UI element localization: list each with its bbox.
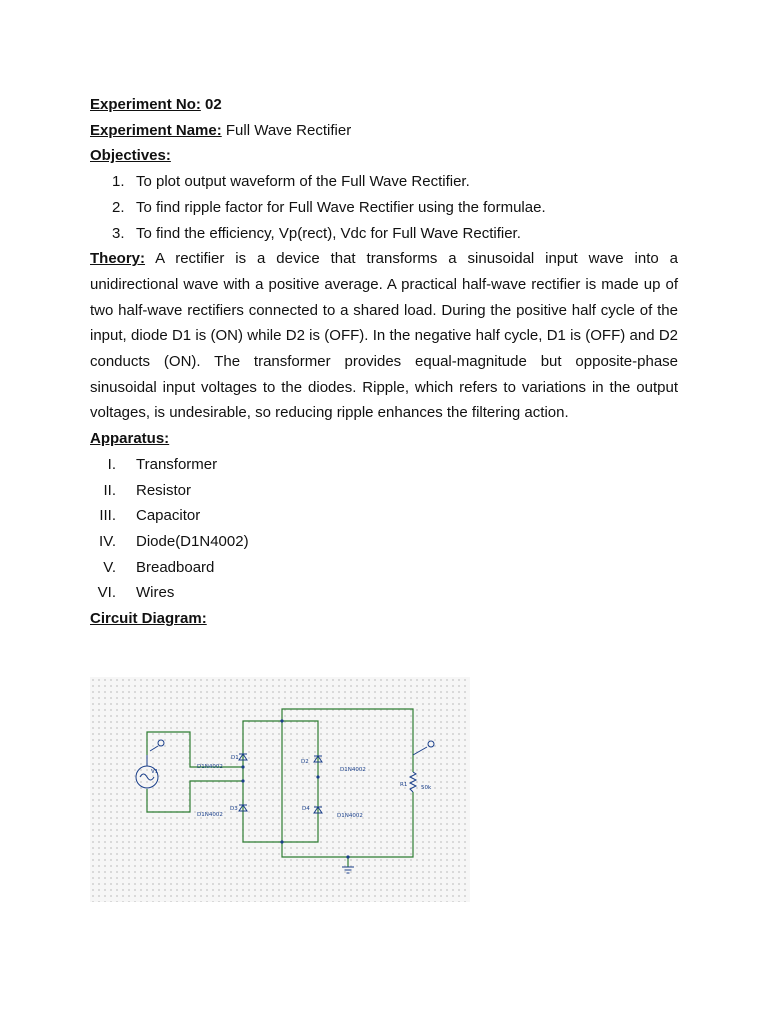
objectives-heading: Objectives:	[90, 147, 171, 165]
source-probe-icon	[158, 740, 164, 746]
list-item	[90, 503, 678, 529]
node-dot	[280, 719, 283, 722]
circuit-diagram	[90, 677, 470, 902]
experiment-no-line	[90, 92, 678, 118]
diode-d3-label: D3	[230, 806, 238, 812]
apparatus-heading: Apparatus:	[90, 430, 170, 448]
circuit-heading: Circuit Diagram:	[90, 610, 207, 628]
diode-d1-part: D1N4002	[197, 764, 223, 770]
apparatus-list	[90, 452, 678, 606]
resistor-icon	[410, 772, 416, 792]
list-text: Resistor	[136, 481, 192, 499]
list-text: Wires	[136, 584, 175, 602]
node-dot	[241, 765, 244, 768]
ground-icon	[342, 867, 354, 873]
diode-d3-part: D1N4002	[197, 812, 223, 818]
list-text: To plot output waveform of the Full Wave Rectifier.	[136, 173, 470, 191]
experiment-no-label: Experiment No:	[90, 96, 201, 113]
source-top-wire	[147, 732, 243, 767]
list-text: Breadboard	[136, 558, 215, 576]
list-number: V.	[103, 558, 116, 576]
list-number: I.	[107, 455, 116, 473]
list-item	[90, 169, 678, 195]
objectives-list	[90, 169, 678, 246]
node-dot	[316, 775, 319, 778]
resistor-label: R1	[400, 782, 408, 788]
diode-d4-label: D4	[302, 806, 310, 812]
list-number: 3.	[112, 224, 125, 242]
theory-paragraph	[90, 246, 678, 426]
output-probe-icon	[428, 741, 434, 747]
diode-d2-part: D1N4002	[340, 767, 366, 773]
node-dot	[346, 855, 349, 858]
list-item	[90, 221, 678, 247]
diode-d1-label: D1	[231, 755, 239, 761]
theory-heading: Theory:	[90, 250, 146, 268]
output-probe-stem	[413, 747, 427, 755]
list-item	[90, 580, 678, 606]
source-bottom-wire	[147, 781, 243, 812]
list-text: Transformer	[136, 455, 218, 473]
diode-d2-label: D2	[301, 759, 309, 765]
list-item	[90, 529, 678, 555]
resistor-value: 50k	[421, 785, 432, 791]
theory-text: A rectifier is a device that transforms a sinusoidal input wave into a unidirectional wave with a positive average. A practical half-wave rectifier is made up of two half-wave rectifiers connected to a shared load. During the positive half cycle of the input, diode D1 is (ON) while D2 is (OFF). In the negative half cycle, D1 is (OFF) and D2 conducts (ON). The transformer provides equal-magnitude but opposite-phase sinusoidal input voltages to the diodes. Ripple, which refers to variations in the output voltages, is undesirable, so reducing ripple enhances the filtering action.	[90, 250, 678, 422]
list-item	[90, 478, 678, 504]
list-item	[90, 195, 678, 221]
experiment-name-value: Full Wave Rectifier	[225, 121, 352, 139]
list-number: IV.	[99, 532, 116, 550]
experiment-name-line	[90, 118, 678, 144]
experiment-name-label: Experiment Name:	[90, 121, 222, 139]
list-number: 2.	[112, 198, 125, 216]
output-bottom-wire	[282, 792, 413, 857]
list-text: Diode(D1N4002)	[136, 532, 249, 550]
list-number: VI.	[97, 584, 116, 602]
node-dot	[241, 779, 244, 782]
list-item	[90, 452, 678, 478]
list-number: III.	[99, 507, 116, 525]
node-dot	[280, 840, 283, 843]
diode-d4-part: D1N4002	[337, 813, 363, 819]
bridge-right-wire	[282, 721, 318, 842]
list-number: II.	[103, 481, 116, 499]
document-page	[90, 92, 678, 632]
list-item	[90, 555, 678, 581]
bridge-left-wire	[243, 721, 282, 842]
source-label: V1	[151, 769, 159, 775]
list-text: To find the efficiency, Vp(rect), Vdc for Full Wave Rectifier.	[136, 224, 521, 242]
source-probe-stem	[150, 746, 158, 751]
circuit-schematic	[90, 677, 470, 902]
list-text: To find ripple factor for Full Wave Rectifier using the formulae.	[136, 198, 546, 216]
list-text: Capacitor	[136, 507, 201, 525]
list-number: 1.	[112, 173, 125, 191]
experiment-no-value: 02	[205, 96, 222, 113]
